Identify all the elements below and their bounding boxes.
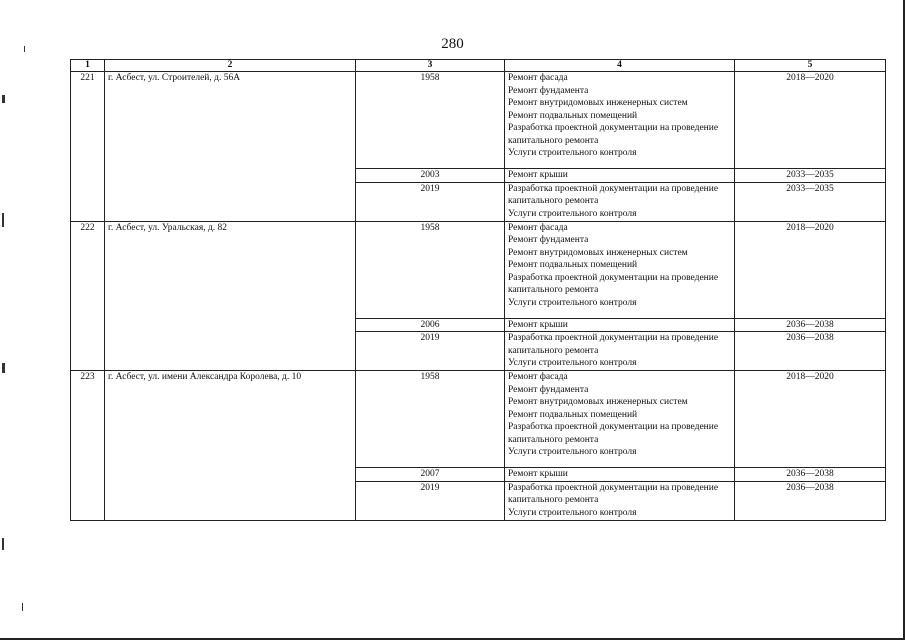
column-header-row <box>71 60 886 72</box>
table-row <box>71 371 886 468</box>
repair-period: 2036—2038 <box>735 481 886 520</box>
repair-period: 2018—2020 <box>735 371 886 468</box>
works-list <box>505 468 735 482</box>
repair-period: 2036—2038 <box>735 318 886 332</box>
page-number: 280 <box>441 36 464 52</box>
work-item: Разработка проектной документации на проведение капитального ремонта <box>508 272 719 295</box>
build-year: 2007 <box>356 468 505 482</box>
work-item: Ремонт внутридомовых инженерных систем <box>508 397 688 407</box>
works-list <box>505 182 735 221</box>
repair-period: 2018—2020 <box>735 221 886 318</box>
column-header: 1 <box>71 60 105 72</box>
column-header: 4 <box>505 60 735 72</box>
work-item: Услуги строительного контроля <box>508 447 637 457</box>
scan-artifact <box>2 95 5 103</box>
work-item: Услуги строительного контроля <box>508 297 637 308</box>
build-year: 2003 <box>356 169 505 183</box>
build-year: 2019 <box>356 481 505 520</box>
work-item: Ремонт крыши <box>508 170 568 180</box>
build-year: 1958 <box>356 72 505 169</box>
column-header: 3 <box>356 60 505 72</box>
column-header: 5 <box>735 60 886 72</box>
work-item: Разработка проектной документации на проведение капитального ремонта <box>508 333 719 356</box>
repair-period: 2018—2020 <box>735 72 886 169</box>
work-item: Ремонт фасада <box>508 222 568 233</box>
works-list <box>505 332 735 371</box>
work-item: Разработка проектной документации на проведение капитального ремонта <box>508 123 719 146</box>
scan-artifact <box>2 538 4 550</box>
works-list <box>505 318 735 332</box>
works-list <box>505 169 735 183</box>
column-header: 2 <box>105 60 356 72</box>
build-year: 1958 <box>356 371 505 468</box>
work-item: Разработка проектной документации на проведение капитального ремонта <box>508 183 719 206</box>
table-row <box>71 221 886 318</box>
work-item: Ремонт подвальных помещений <box>508 409 638 420</box>
works-list <box>505 371 735 468</box>
build-year: 1958 <box>356 221 505 318</box>
work-item: Ремонт крыши <box>508 469 568 479</box>
works-list <box>505 72 735 169</box>
works-list <box>505 221 735 318</box>
works-list <box>505 481 735 520</box>
entry-number: 222 <box>71 221 105 371</box>
work-item: Услуги строительного контроля <box>508 208 637 219</box>
repair-period: 2036—2038 <box>735 332 886 371</box>
work-item: Разработка проектной документации на проведение капитального ремонта <box>508 422 719 445</box>
entry-number: 223 <box>71 371 105 521</box>
table-row <box>71 72 886 169</box>
build-year: 2019 <box>356 332 505 371</box>
scan-artifact <box>2 363 5 373</box>
repair-period: 2033—2035 <box>735 182 886 221</box>
work-item: Ремонт подвальных помещений <box>508 260 638 270</box>
work-item: Ремонт крыши <box>508 319 568 330</box>
work-item: Ремонт фасада <box>508 73 568 83</box>
repair-schedule-table <box>70 59 886 521</box>
scan-artifact <box>2 213 4 227</box>
scan-artifact <box>24 46 25 52</box>
build-year: 2006 <box>356 318 505 332</box>
work-item: Ремонт внутридомовых инженерных систем <box>508 98 688 108</box>
work-item: Услуги строительного контроля <box>508 148 637 158</box>
entry-number: 221 <box>71 72 105 222</box>
entry-address: г. Асбест, ул. имени Александра Королева, д. 10 <box>105 371 356 521</box>
work-item: Разработка проектной документации на проведение капитального ремонта <box>508 482 719 505</box>
table-body <box>71 72 886 521</box>
work-item: Ремонт фундамента <box>508 235 589 245</box>
scan-artifact <box>22 603 23 611</box>
work-item: Услуги строительного контроля <box>508 507 637 518</box>
entry-address: г. Асбест, ул. Строителей, д. 56А <box>105 72 356 222</box>
work-item: Ремонт фундамента <box>508 384 589 395</box>
work-item: Ремонт фасада <box>508 372 568 382</box>
repair-period: 2033—2035 <box>735 169 886 183</box>
work-item: Ремонт подвальных помещений <box>508 110 638 121</box>
entry-address: г. Асбест, ул. Уральская, д. 82 <box>105 221 356 371</box>
work-item: Ремонт фундамента <box>508 85 589 96</box>
repair-period: 2036—2038 <box>735 468 886 482</box>
work-item: Ремонт внутридомовых инженерных систем <box>508 247 688 258</box>
work-item: Услуги строительного контроля <box>508 358 637 368</box>
build-year: 2019 <box>356 182 505 221</box>
